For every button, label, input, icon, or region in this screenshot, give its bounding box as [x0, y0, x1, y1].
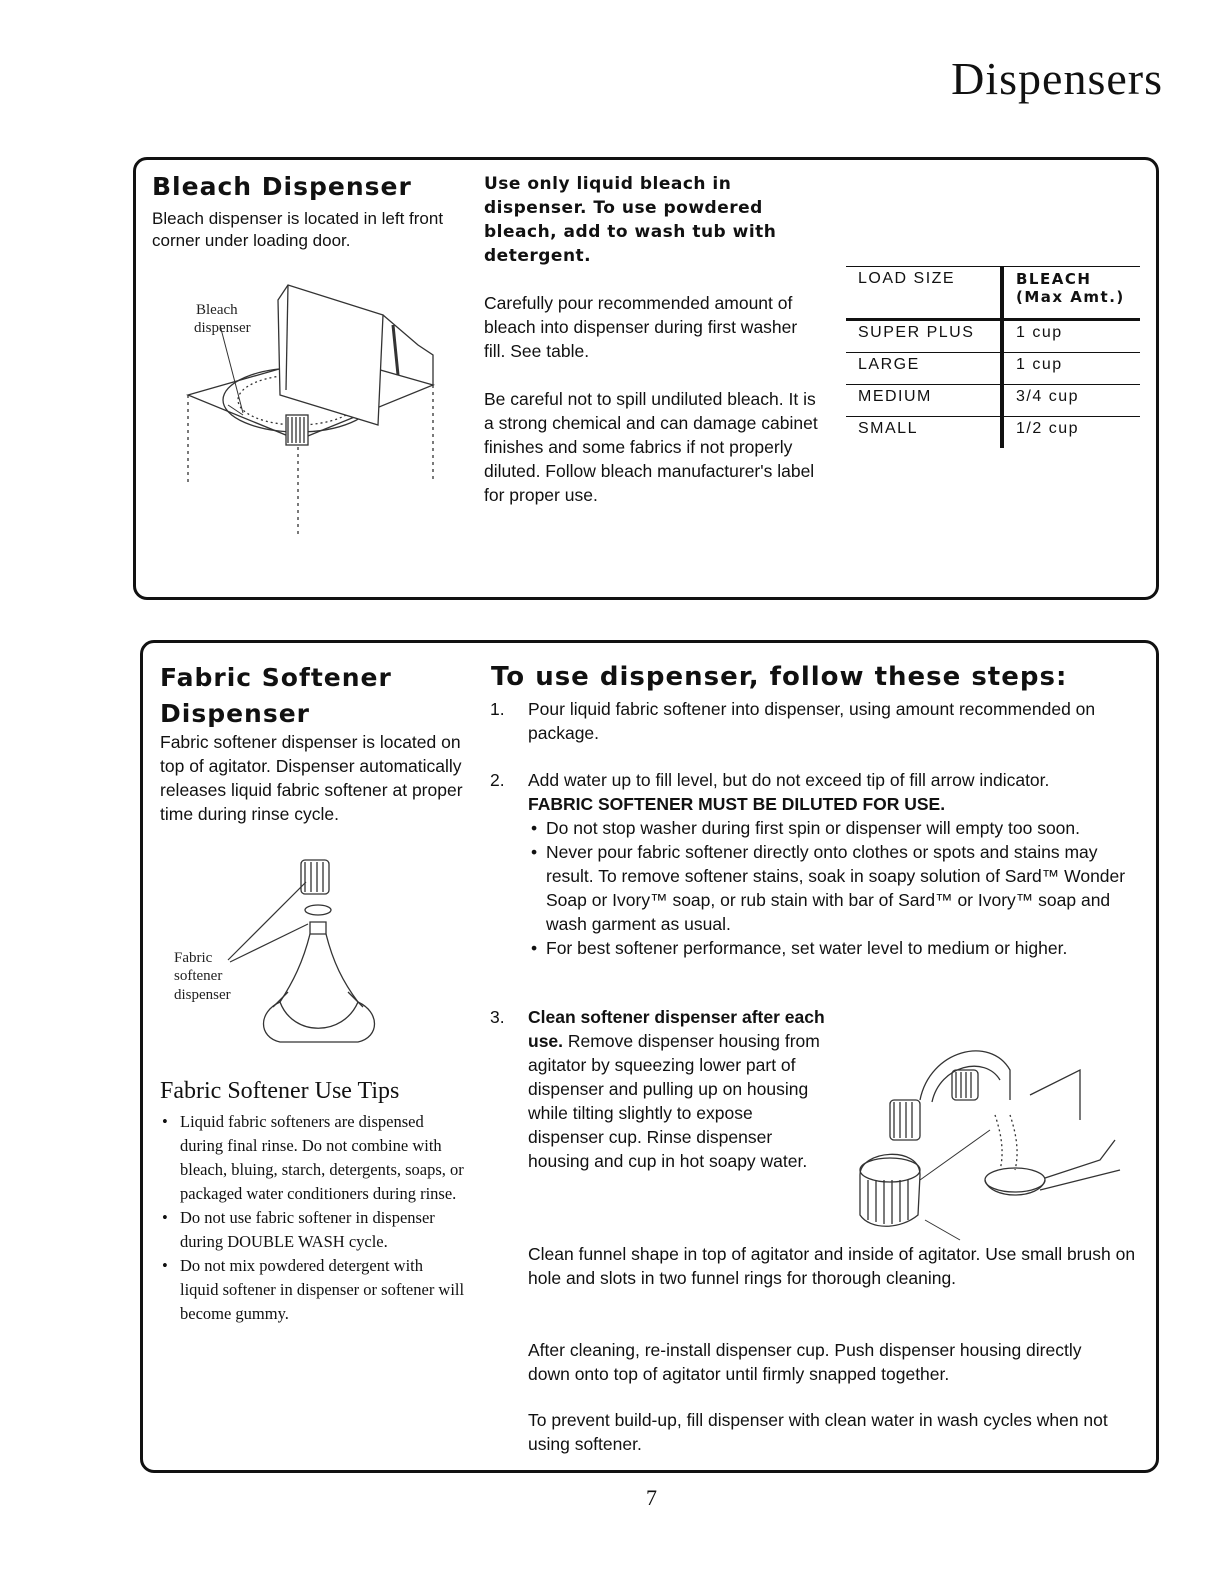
bleach-intro: Bleach dispenser is located in left front corner under loading door.	[152, 209, 444, 250]
step-2-number: 2.	[490, 770, 505, 790]
table-row	[846, 417, 1140, 449]
step-3-number: 3.	[490, 1007, 505, 1027]
faucet-illustration	[840, 1030, 1130, 1245]
load-size-cell: MEDIUM	[846, 385, 1002, 417]
step-1-number: 1.	[490, 699, 505, 719]
bleach-image-label-2: dispenser	[194, 320, 251, 336]
step-1	[490, 697, 1150, 745]
softener-heading	[160, 660, 392, 732]
bleach-amount-cell: 1/2 cup	[1016, 420, 1079, 437]
step-2-text: Add water up to fill level, but do not exceed tip of fill arrow indicator.	[528, 770, 1050, 790]
list-item: • Liquid fabric softeners are dispensed during final rinse. Do not combine with bleach, bluing, starch, detergents, soaps, or packaged water conditioners during rinse.	[160, 1110, 465, 1206]
list-item: • For best softener performance, set water level to medium or higher.	[528, 936, 1128, 960]
step-2-warning: FABRIC SOFTENER MUST BE DILUTED FOR USE.	[528, 794, 946, 814]
bleach-para-1: Carefully pour recommended amount of bleach into dispenser during first washer fill. See table.	[484, 293, 798, 361]
para-reinstall: After cleaning, re-install dispenser cup. Push dispenser housing directly down onto top of agitator until firmly snapped together.	[528, 1340, 1082, 1384]
bleach-warning: Use only liquid bleach in dispenser. To use powdered bleach, add to wash tub with detergent.	[484, 174, 777, 266]
page-title: Dispensers	[951, 53, 1163, 104]
softener-heading-line1: Fabric Softener	[160, 663, 392, 692]
softener-heading-line2: Dispenser	[160, 699, 311, 728]
table-row	[846, 320, 1140, 353]
tips-heading: Fabric Softener Use Tips	[160, 1078, 400, 1104]
bleach-table-header	[846, 267, 1140, 320]
bleach-para-2: Be careful not to spill undiluted bleach. It is a strong chemical and can damage cabinet finishes and some fabrics if not properly diluted. Follow bleach manufacturer's label for proper use.	[484, 389, 818, 505]
softener-image-label-3: dispenser	[174, 987, 231, 1003]
agitator-illustration	[168, 852, 383, 1057]
bleach-amount-cell: 3/4 cup	[1002, 385, 1140, 417]
para-funnel: Clean funnel shape in top of agitator and inside of agitator. Use small brush on hole and slots in two funnel rings for thorough cleaning.	[528, 1244, 1136, 1288]
load-size-cell: LARGE	[846, 353, 1002, 385]
load-size-cell: SUPER PLUS	[846, 320, 1002, 353]
load-size-cell: SMALL	[846, 417, 1002, 449]
step-3	[490, 1005, 830, 1173]
para-prevent: To prevent build-up, fill dispenser with clean water in wash cycles when not using softener.	[528, 1410, 1108, 1454]
table-row	[846, 353, 1140, 385]
page-number: 7	[646, 1485, 657, 1510]
list-item: • Do not use fabric softener in dispenser during DOUBLE WASH cycle.	[160, 1206, 465, 1254]
header-bleach-line1: BLEACH	[1016, 270, 1092, 288]
header-bleach	[1002, 267, 1140, 320]
softener-intro: Fabric softener dispenser is located on top of agitator. Dispenser automatically releases liquid fabric softener at proper time during rinse cycle.	[160, 732, 463, 824]
bleach-table	[846, 266, 1140, 448]
softener-image-label-2: softener	[174, 968, 223, 984]
washer-illustration	[168, 265, 443, 545]
step-3-lead: Clean softener dispenser after each use.	[528, 1007, 825, 1051]
steps-heading: To use dispenser, follow these steps:	[491, 662, 1068, 692]
header-load-size: LOAD SIZE	[846, 267, 1002, 320]
step-2-bullets	[528, 816, 1128, 960]
step-3-text: Remove dispenser housing from agitator by squeezing lower part of dispenser and pulling up on housing while tilting slightly to expose dispenser cup. Rinse dispenser housing and cup in hot soapy water.	[528, 1031, 820, 1171]
step-2	[490, 768, 1150, 960]
header-bleach-line2: (Max Amt.)	[1016, 288, 1125, 306]
bleach-amount-cell: 1 cup	[1002, 320, 1140, 353]
tips-list	[160, 1110, 465, 1326]
list-item: • Do not mix powdered detergent with liquid softener in dispenser or softener will become gummy.	[160, 1254, 465, 1326]
list-item: • Do not stop washer during first spin or dispenser will empty too soon.	[528, 816, 1128, 840]
step-1-text: Pour liquid fabric softener into dispenser, using amount recommended on package.	[528, 699, 1096, 743]
bleach-heading: Bleach Dispenser	[152, 172, 412, 201]
bleach-image-label-1: Bleach	[196, 302, 238, 318]
table-row	[846, 385, 1140, 417]
list-item: • Never pour fabric softener directly onto clothes or spots and stains may result. To remove softener stains, soak in soapy solution of Sard™ Wonder Soap or Ivory™ soap, or rub stain with bar of Sard™ or Ivory™ soap and wash garment as usual.	[528, 840, 1128, 936]
softener-image-label-1: Fabric	[174, 950, 213, 966]
bleach-amount-cell: 1 cup	[1002, 353, 1140, 385]
